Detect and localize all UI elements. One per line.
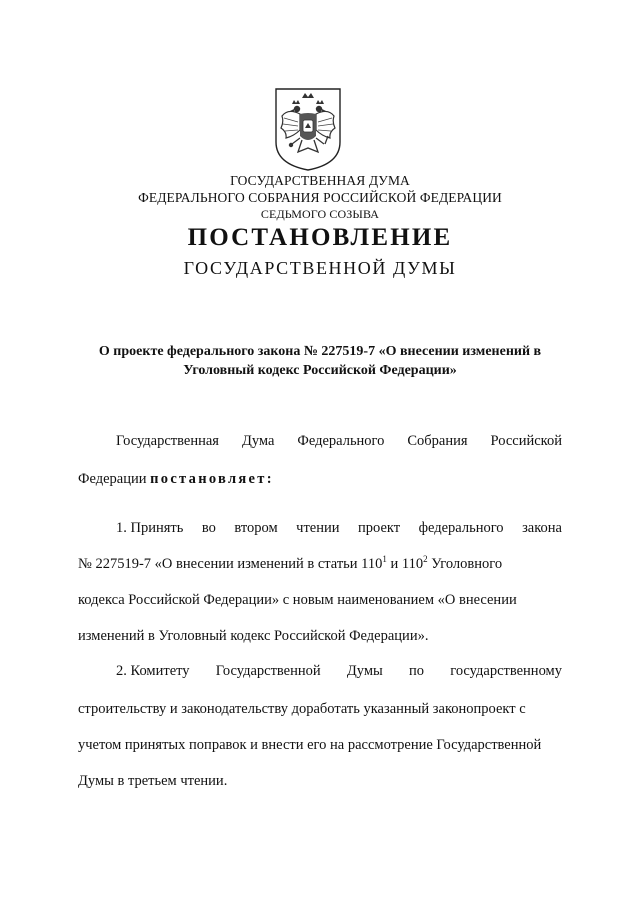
item2-word: государственному: [450, 663, 562, 679]
preamble-word: Собрания: [407, 433, 468, 449]
item2-word: по: [408, 663, 424, 679]
item1-line-1: [116, 520, 562, 537]
item2-line-3: учетом принятых поправок и внести его на рассмотрение Государственной: [78, 737, 542, 753]
item1-line-2: [78, 556, 562, 573]
preamble-word: Государственная: [116, 433, 219, 449]
superscript: 1: [382, 554, 387, 565]
item1-line-3: кодекса Российской Федерации» с новым наименованием «О внесении: [78, 592, 517, 608]
preamble-line-2: [78, 471, 562, 488]
item1-word: закона: [522, 520, 562, 536]
org-line-2: ФЕДЕРАЛЬНОГО СОБРАНИЯ РОССИЙСКОЙ ФЕДЕРАЦИИ: [138, 190, 502, 205]
subject-line-1: О проекте федерального закона № 227519-7 «О внесении изменений в: [98, 344, 542, 359]
org-line-3: СЕДЬМОГО СОЗЫВА: [260, 207, 380, 221]
item1-word: втором: [234, 520, 278, 536]
item2-word: 2. Комитету: [116, 663, 190, 679]
item1-word: 1. Принять: [116, 520, 184, 536]
item2-word: Государственной: [215, 663, 321, 679]
item1-line-4: изменений в Уголовный кодекс Российской Федерации».: [78, 628, 429, 644]
item2-line-2: строительству и законодательству доработать указанный законопроект с: [78, 701, 526, 717]
superscript: 2: [423, 554, 428, 565]
org-line-1: ГОСУДАРСТВЕННАЯ ДУМА: [230, 173, 410, 188]
preamble-word: Российской: [490, 433, 562, 449]
item1-word: чтении: [296, 520, 340, 536]
document-type-title: ПОСТАНОВЛЕНИЕ: [187, 224, 453, 251]
item1-word: проект: [358, 520, 401, 536]
item1-word: федерального: [418, 520, 504, 536]
preamble-line-1: [116, 433, 562, 450]
document-type-subtitle: ГОСУДАРСТВЕННОЙ ДУМЫ: [183, 258, 457, 278]
item1-word: во: [201, 520, 216, 536]
subject-line-2: Уголовный кодекс Российской Федерации»: [183, 363, 457, 378]
russian-coat-of-arms-icon: [272, 86, 344, 172]
preamble-word: Дума: [241, 433, 275, 449]
preamble-word: Федерального: [297, 433, 385, 449]
item1-text: Уголовного: [427, 556, 503, 572]
item1-text: и 110: [386, 556, 424, 572]
item1-text: № 227519-7 «О внесении изменений в статьи 110: [78, 556, 383, 572]
item2-line-4: Думы в третьем чтении.: [78, 773, 228, 789]
resolution-verb: постановляет:: [150, 471, 274, 487]
preamble-prefix: Федерации: [78, 471, 147, 487]
item2-word: Думы: [346, 663, 383, 679]
item2-line-1: [116, 663, 562, 680]
